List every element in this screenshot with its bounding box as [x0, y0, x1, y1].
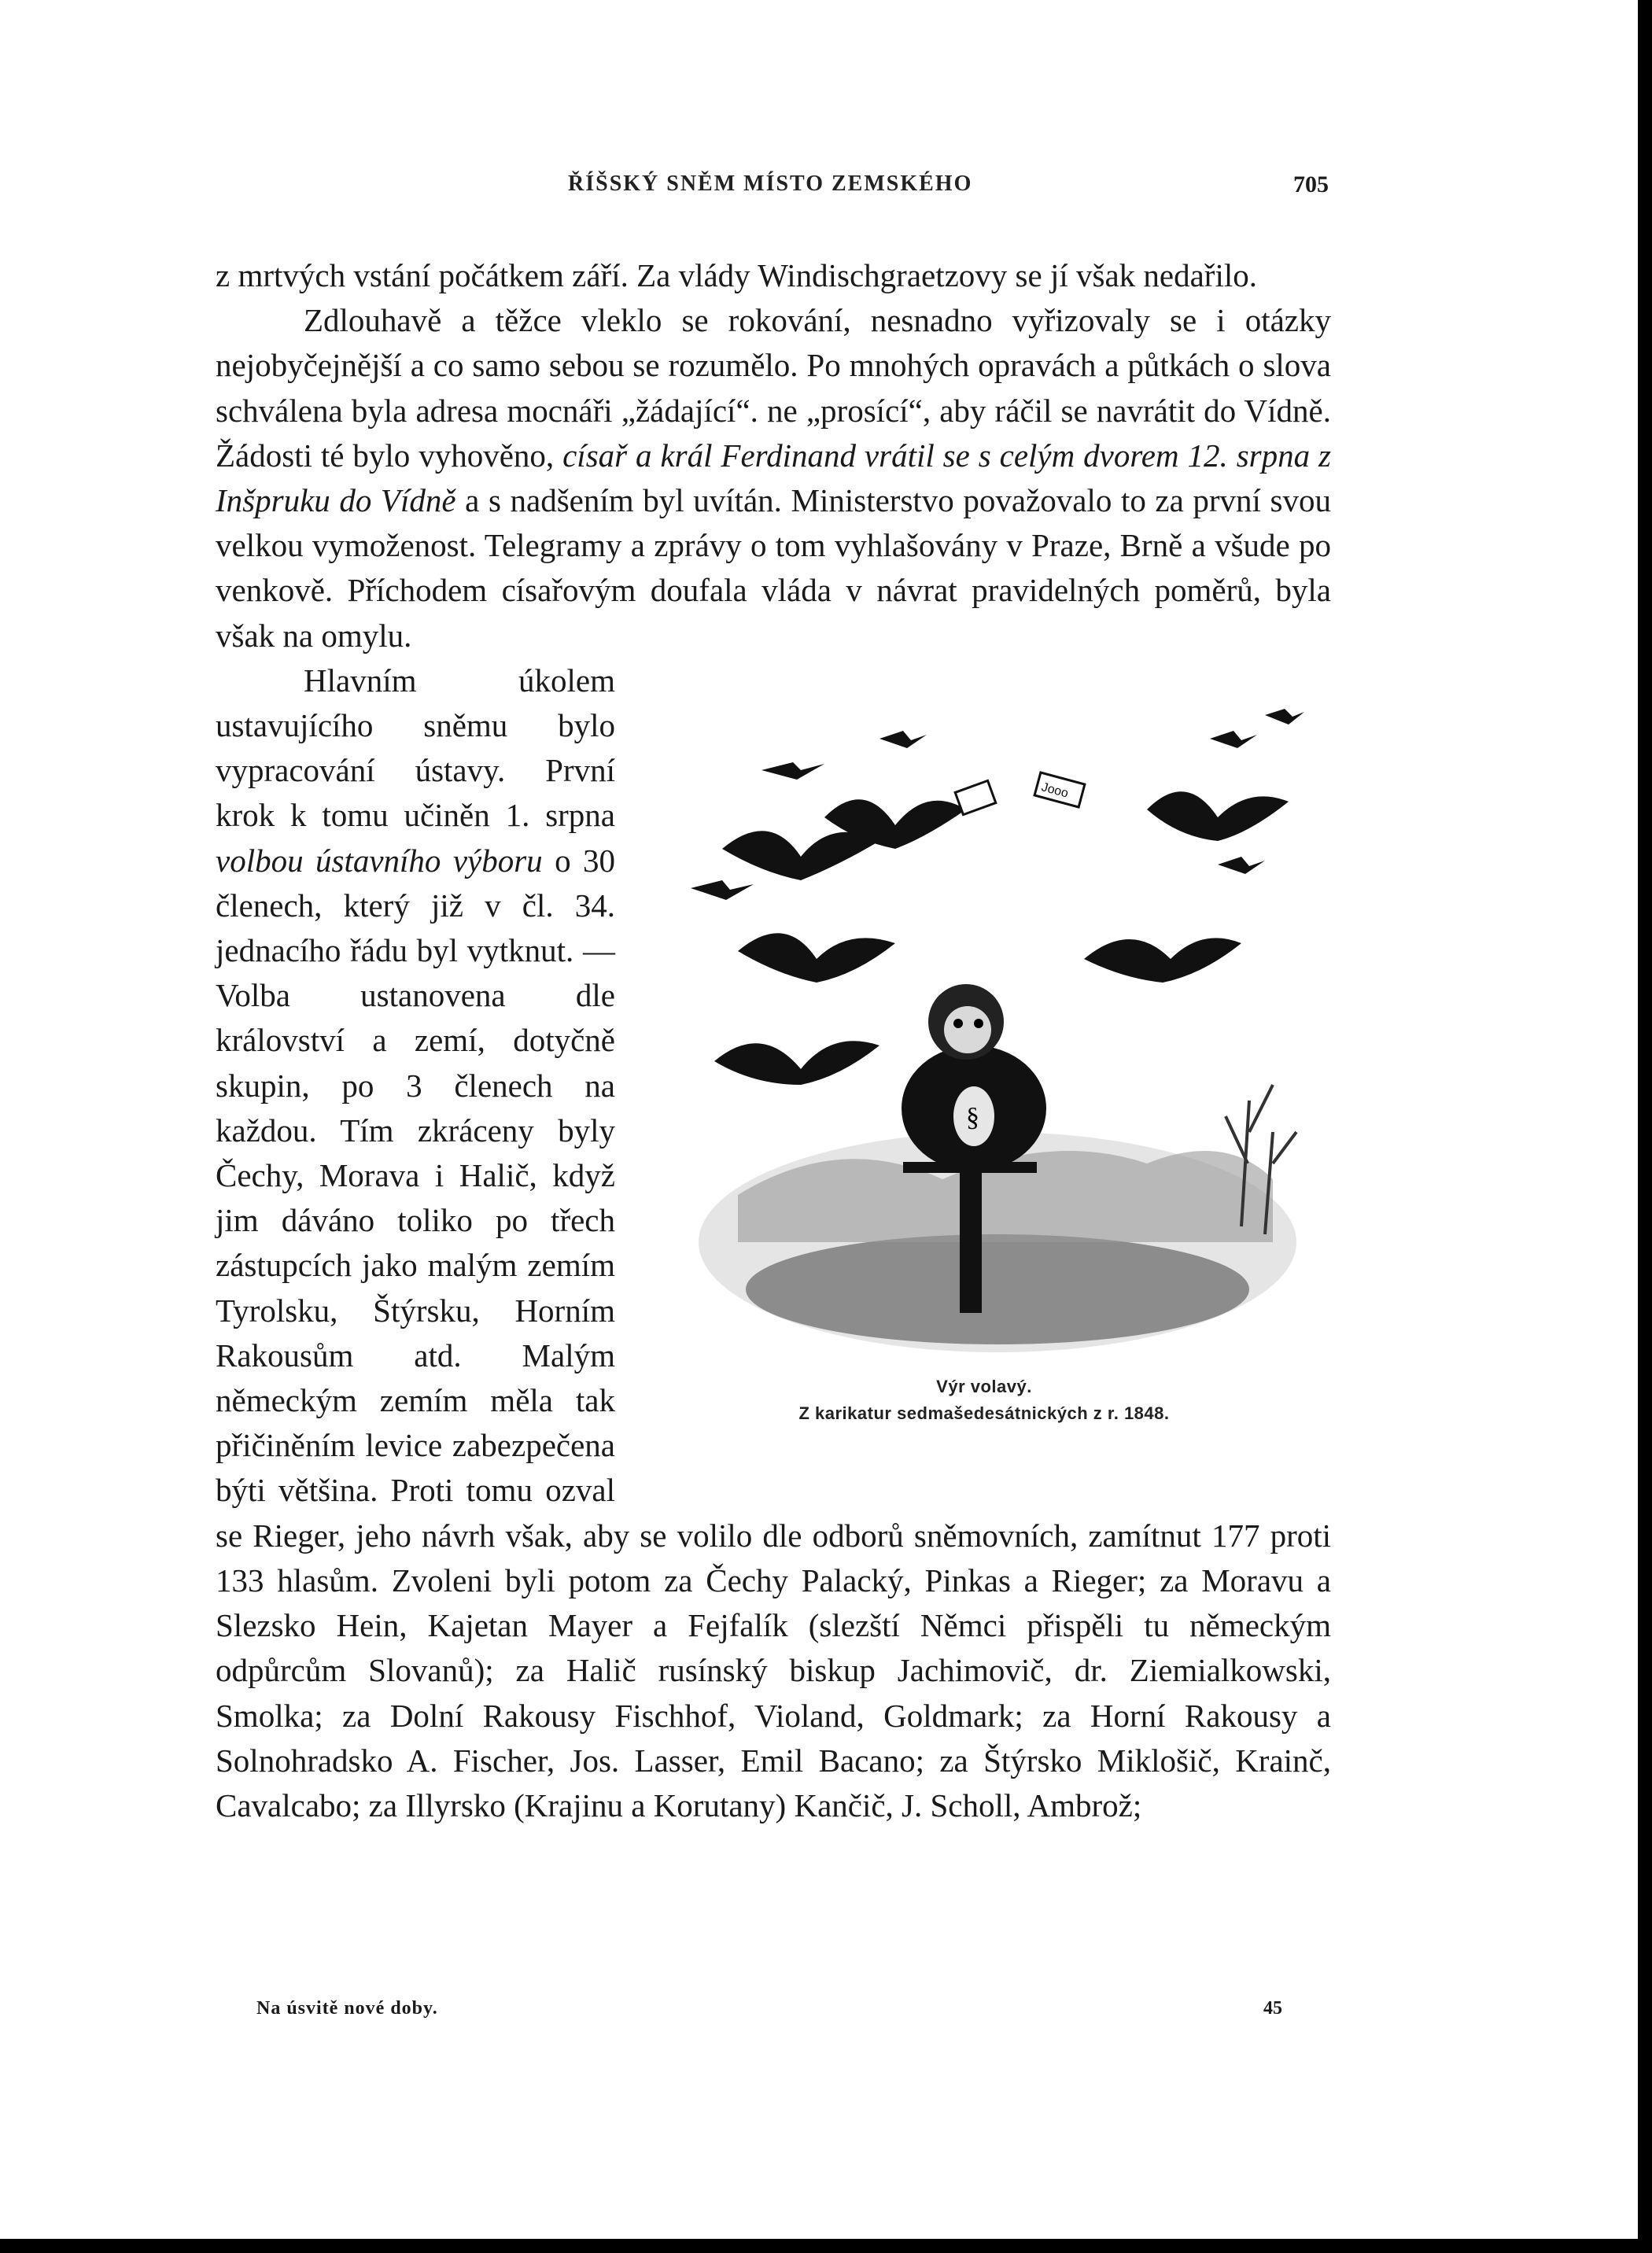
caricature-illustration [643, 691, 1328, 1368]
page-number: 705 [1293, 171, 1329, 197]
small-bird-icon [879, 731, 927, 748]
book-signature: Na úsvitě nové doby. [256, 1998, 438, 2019]
caption-source: Z karikatur sedmašedesátnických z r. 1848. [798, 1403, 1170, 1423]
owl-eye-right [974, 1019, 983, 1028]
small-bird-icon [1218, 857, 1265, 874]
figure-caption [637, 1374, 1331, 1427]
paragraph-3-italic: volbou ústavního výboru [216, 842, 543, 879]
paragraph-3-part-a: Hlavním úkolem ustavujícího sněmu bylo vypracování ústavy. První krok k tomu učiněn 1. srpna [216, 662, 615, 834]
small-bird-icon [1210, 731, 1257, 748]
paper-label: Jooo [1039, 780, 1070, 801]
bird-icon [722, 831, 879, 880]
paragraph-3-part-b: o 30 členech, který již v čl. 34. jednacího řádu byl vytknut. — Volba ustanovena dle království a zemí, dotyčně skupin, po 3 členech na každou. Tím zkráceny byly Čechy, Morava i Halič, když jim dáváno toliko po třech zástupcích jako malým zemím Tyrolsku, Štýrsku, Horním Rakousům atd. Malým německým zemím měla tak přičiněním levice zabezpečena býti většina. Proti tomu ozval se Rieger, jeho návrh však, aby se volilo dle odborů sněmovních, zamítnut 177 proti 133 hlasům. Zvoleni byli potom za Čechy Palacký, Pinkas a Rieger; za Moravu a Slezsko Hein, Kajetan Mayer a Fejfalík (slezští Němci přispěli tu německým odpůrcům Slovanů); za Halič rusínský biskup Jachimovič, dr. Ziemialkowski, Smolka; za Dolní Rakousy Fischhof, Violand, Goldmark; za Horní Rakousy a Solnohradsko A. Fischer, Jos. Lasser, Emil Bacano; za Štýrsko Miklošič, Krainč, Cavalcabo; za Illyrsko (Krajinu a Korutany) Kančič, J. Scholl, Ambrož; [216, 842, 1331, 1823]
ground-shadow [746, 1234, 1249, 1344]
paragraph-2-italic: císař a král Ferdinand vrátil se s celým dvorem 12. srpna z Inšpruku do Vídně [216, 437, 1331, 519]
bird-icon [714, 1041, 879, 1085]
owl-face [944, 1006, 991, 1053]
running-head: ŘÍŠSKÝ SNĚM MÍSTO ZEMSKÉHO [568, 171, 973, 196]
body-text [216, 253, 1331, 1828]
small-bird-icon [691, 880, 754, 900]
paragraph-1: z mrtvých vstání počátkem září. Za vlády Windischgraetzovy se jí však nedařilo. [216, 257, 1257, 293]
paragraph-2-part-a: Zdlouhavě a těžce vleklo se rokování, nesnadno vyřizovaly se i otázky nejobyčejnější a co samo sebou se rozumělo. Po mnohých opravách a půtkách o slova schválena byla adresa mocnáři „žádající“. ne „prosící“, aby ráčil se navrátit do Vídně. Žádosti té bylo vyhověno, [216, 302, 1331, 474]
caricature-figure [637, 658, 1331, 1486]
owl-emblem: § [966, 1102, 979, 1132]
sheet-number: 45 [1263, 1998, 1282, 2019]
bird-icon [738, 933, 895, 983]
bird-icon [1084, 938, 1241, 983]
paragraph-2 [216, 298, 1331, 658]
owl-eye-left [953, 1019, 963, 1028]
small-bird-icon [1265, 709, 1304, 725]
caption-title: Výr volavý. [936, 1376, 1032, 1396]
page-header [0, 171, 1652, 203]
page-footer [0, 1998, 1652, 2025]
bird-icon [1147, 791, 1289, 841]
flying-paper [955, 780, 996, 814]
paragraph-2-part-b: a s nadšením byl uvítán. Ministerstvo považovalo to za první svou velkou vymoženost. Telegramy a zprávy o tom vyhlašovány v Praze, Brně a všude po venkově. Příchodem císařovým doufala vláda v návrat pravidelných poměrů, byla však na omylu. [216, 482, 1331, 654]
perch-post [960, 1163, 982, 1313]
small-bird-icon [761, 762, 824, 780]
